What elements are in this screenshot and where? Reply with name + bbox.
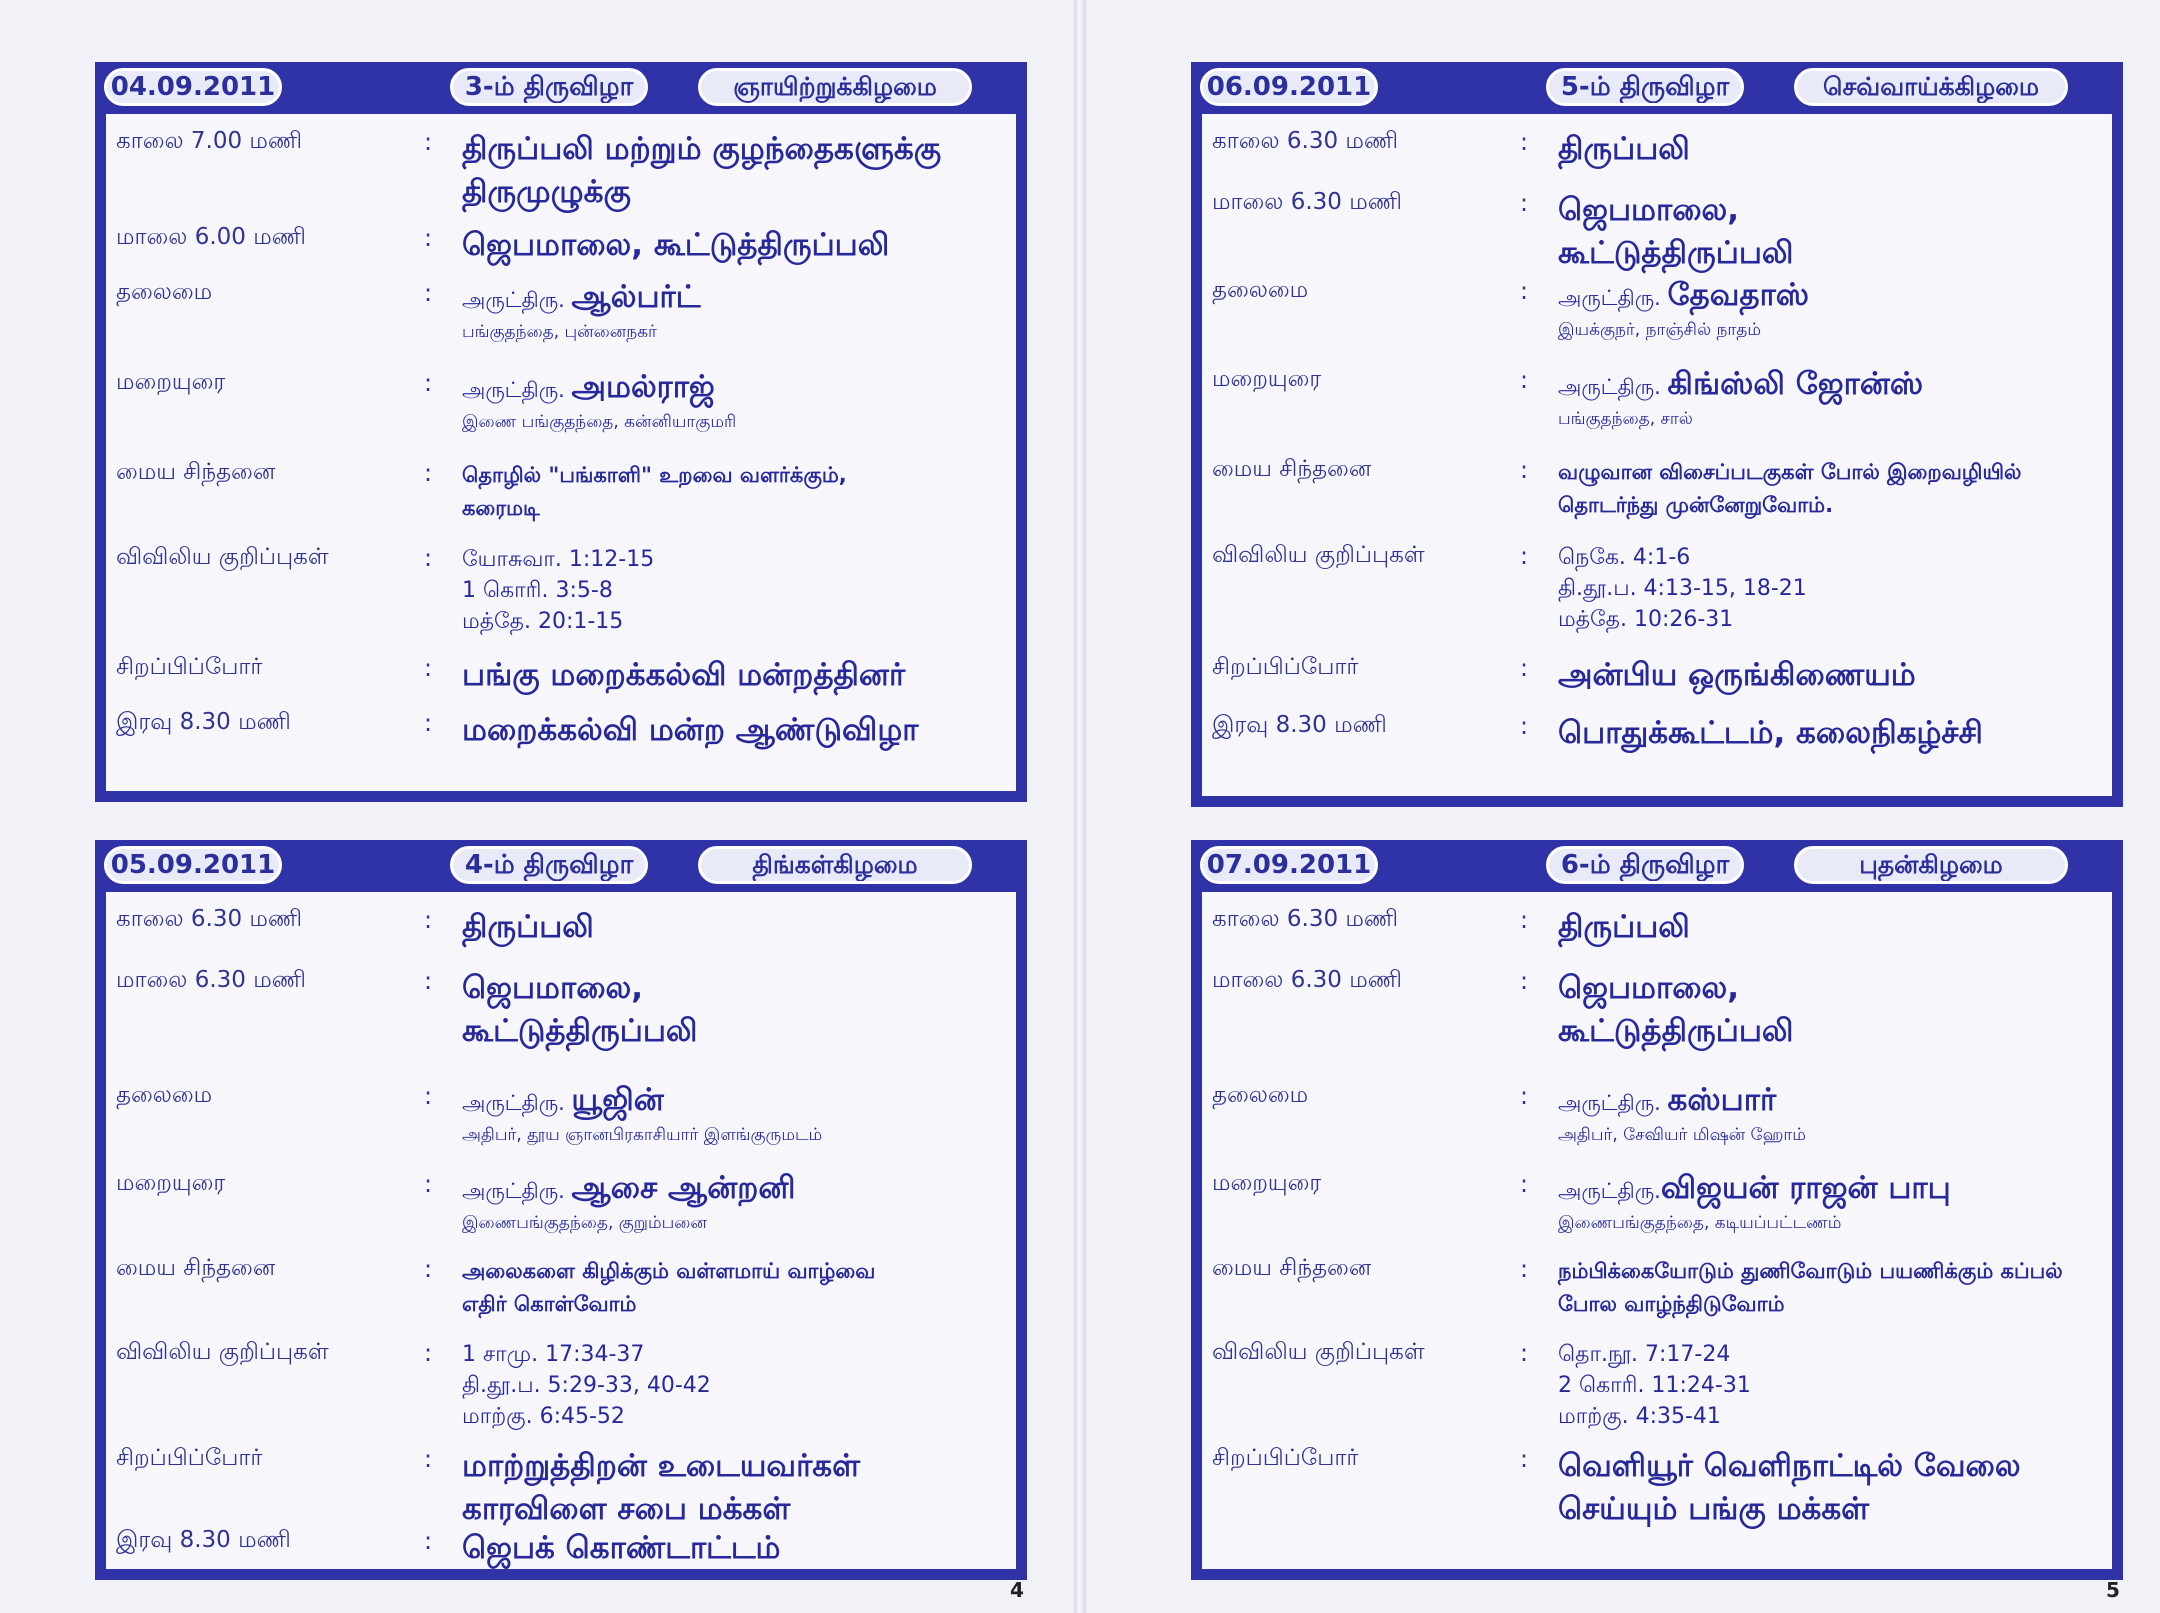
book-gutter [1074, 0, 1086, 1613]
role-label: தலைமை [116, 279, 213, 305]
person-role: அதிபர், தூய ஞானபிரகாசியார் இளங்குருமடம் [462, 1125, 823, 1145]
separator: : [424, 906, 433, 934]
separator: : [1520, 128, 1529, 156]
role-label: மறையுரை [1212, 1170, 1322, 1196]
festival-badge: 6-ம் திருவிழா [1546, 846, 1744, 884]
person-role: பங்குதந்தை, சால் [1558, 409, 1693, 429]
special-text: வெளியூர் வெளிநாட்டில் வேலை செய்யும் பங்கு மக்கள் [1558, 1448, 2021, 1527]
festival-badge: 5-ம் திருவிழா [1546, 68, 1744, 106]
role-label: சிறப்பிப்போர் [1212, 654, 1359, 680]
theme-text: தொழில் "பங்காளி" உறவை வளர்க்கும், கரைமடி [462, 463, 847, 520]
time-label: மாலை 6.00 மணி [116, 224, 306, 250]
role-label: சிறப்பிப்போர் [116, 1445, 263, 1471]
role-label: சிறப்பிப்போர் [116, 654, 263, 680]
role-label: மறையுரை [1212, 366, 1322, 392]
right-page [1086, 0, 2160, 1613]
role-label: மறையுரை [116, 369, 226, 395]
theme-text: வழுவான விசைப்படகுகள் போல் இறைவழியில் தொடர்ந்து முன்னேறுவோம். [1558, 460, 2022, 517]
panel-header [106, 68, 1016, 108]
separator: : [424, 544, 433, 572]
role-label: மைய சிந்தனை [1212, 1255, 1372, 1281]
festival-badge: 4-ம் திருவிழா [450, 846, 648, 884]
person: அருட்திரு. தேவதாஸ் இயக்குநர், நாஞ்சில் நாதம் [1558, 277, 2104, 342]
separator: : [424, 459, 433, 487]
separator: : [424, 1339, 433, 1367]
person-role: இணை பங்குதந்தை, கன்னியாகுமரி [462, 412, 737, 432]
readings-list: நெகே. 4:1-6 தி.தூ.ப. 4:13-15, 18-21 மத்தே. 10:26-31 [1558, 545, 1807, 632]
person-role: இயக்குநர், நாஞ்சில் நாதம் [1558, 320, 1762, 340]
weekday-badge: ஞாயிற்றுக்கிழமை [698, 68, 972, 106]
role-label: விவிலிய குறிப்புகள் [116, 1339, 329, 1365]
separator: : [1520, 189, 1529, 217]
event-text: மறைக்கல்வி மன்ற ஆண்டுவிழா [462, 712, 919, 748]
role-label: விவிலிய குறிப்புகள் [116, 544, 329, 570]
separator: : [424, 1170, 433, 1198]
separator: : [1520, 906, 1529, 934]
person: அருட்திரு. யூஜின் அதிபர், தூய ஞானபிரகாசியார் இளங்குருமடம் [462, 1082, 1008, 1147]
person: அருட்திரு.விஜயன் ராஜன் பாபு இணைபங்குதந்தை, கடியப்பட்டணம் [1558, 1170, 2104, 1235]
event-text: திருப்பலி [1558, 131, 1690, 167]
weekday-badge: திங்கள்கிழமை [698, 846, 972, 884]
time-label: காலை 6.30 மணி [1212, 906, 1399, 932]
event-text: திருப்பலி மற்றும் குழந்தைகளுக்கு திருமுழுக்கு [462, 131, 942, 210]
separator: : [424, 654, 433, 682]
separator: : [1520, 277, 1529, 305]
weekday-badge: புதன்கிழமை [1794, 846, 2068, 884]
event-text: ஜெபமாலை, கூட்டுத்திருப்பலி [1558, 970, 1794, 1049]
separator: : [1520, 542, 1529, 570]
page-number: 5 [2106, 1578, 2120, 1602]
special-text: பங்கு மறைக்கல்வி மன்றத்தினர் [462, 657, 906, 693]
role-label: விவிலிய குறிப்புகள் [1212, 542, 1425, 568]
time-label: மாலை 6.30 மணி [116, 967, 306, 993]
role-label: மைய சிந்தனை [116, 459, 276, 485]
readings-list: யோசுவா. 1:12-15 1 கொரி. 3:5-8 மத்தே. 20:1-15 [462, 547, 655, 634]
separator: : [424, 1255, 433, 1283]
separator: : [1520, 1339, 1529, 1367]
role-label: சிறப்பிப்போர் [1212, 1445, 1359, 1471]
separator: : [1520, 1170, 1529, 1198]
date-badge: 05.09.2011 [104, 846, 282, 884]
time-label: இரவு 8.30 மணி [1212, 712, 1387, 738]
person: அருட்திரு. கஸ்பார் அதிபர், சேவியர் மிஷன் ஹோம் [1558, 1082, 2104, 1147]
role-label: மைய சிந்தனை [116, 1255, 276, 1281]
panel-header [106, 846, 1016, 886]
time-label: இரவு 8.30 மணி [116, 1527, 291, 1553]
separator: : [424, 967, 433, 995]
readings-list: 1 சாமு. 17:34-37 தி.தூ.ப. 5:29-33, 40-42 மாற்கு. 6:45-52 [462, 1342, 711, 1429]
person: அருட்திரு. ஆசை ஆன்றனி இணைபங்குதந்தை, குறும்பனை [462, 1170, 1008, 1235]
role-label: தலைமை [1212, 1082, 1309, 1108]
page-number: 4 [1010, 1578, 1024, 1602]
separator: : [424, 224, 433, 252]
separator: : [424, 1527, 433, 1555]
separator: : [424, 369, 433, 397]
event-text: திருப்பலி [462, 909, 594, 945]
date-badge: 04.09.2011 [104, 68, 282, 106]
special-text: அன்பிய ஒருங்கிணையம் [1558, 657, 1916, 693]
separator: : [1520, 967, 1529, 995]
person-role: இணைபங்குதந்தை, கடியப்பட்டணம் [1558, 1213, 1842, 1233]
separator: : [1520, 366, 1529, 394]
separator: : [424, 1082, 433, 1110]
separator: : [1520, 1255, 1529, 1283]
role-label: மைய சிந்தனை [1212, 456, 1372, 482]
event-text: ஜெபமாலை, கூட்டுத்திருப்பலி [1558, 192, 1794, 271]
schedule-panel-day3 [95, 62, 1027, 802]
person-role: அதிபர், சேவியர் மிஷன் ஹோம் [1558, 1125, 1806, 1145]
time-label: மாலை 6.30 மணி [1212, 967, 1402, 993]
separator: : [1520, 456, 1529, 484]
person-role: பங்குதந்தை, புன்னைநகர் [462, 322, 657, 342]
separator: : [1520, 654, 1529, 682]
schedule-panel-day4 [95, 840, 1027, 1580]
panel-header [1202, 68, 2112, 108]
time-label: இரவு 8.30 மணி [116, 709, 291, 735]
readings-list: தொ.நூ. 7:17-24 2 கொரி. 11:24-31 மாற்கு. 4:35-41 [1558, 1342, 1751, 1429]
left-page [0, 0, 1074, 1613]
event-text: ஜெபமாலை, கூட்டுத்திருப்பலி [462, 970, 698, 1049]
separator: : [424, 709, 433, 737]
event-text: ஜெபமாலை, கூட்டுத்திருப்பலி [462, 227, 890, 263]
date-badge: 06.09.2011 [1200, 68, 1378, 106]
time-label: காலை 7.00 மணி [116, 128, 303, 154]
role-label: விவிலிய குறிப்புகள் [1212, 1339, 1425, 1365]
theme-text: நம்பிக்கையோடும் துணிவோடும் பயணிக்கும் கப்பல் போல வாழ்ந்திடுவோம் [1558, 1259, 2063, 1316]
separator: : [424, 279, 433, 307]
event-text: ஜெபக் கொண்டாட்டம் [462, 1530, 781, 1566]
theme-text: அலைகளை கிழிக்கும் வள்ளமாய் வாழ்வை எதிர் கொள்வோம் [462, 1259, 876, 1316]
special-text: மாற்றுத்திறன் உடையவர்கள் காரவிளை சபை மக்கள் [462, 1448, 861, 1527]
separator: : [424, 1445, 433, 1473]
person: அருட்திரு. அமல்ராஜ் இணை பங்குதந்தை, கன்னியாகுமரி [462, 369, 1008, 434]
schedule-panel-day6 [1191, 840, 2123, 1580]
person: அருட்திரு. கிங்ஸ்லி ஜோன்ஸ் பங்குதந்தை, சால் [1558, 366, 2104, 431]
date-badge: 07.09.2011 [1200, 846, 1378, 884]
separator: : [1520, 1445, 1529, 1473]
time-label: காலை 6.30 மணி [1212, 128, 1399, 154]
role-label: தலைமை [1212, 277, 1309, 303]
festival-badge: 3-ம் திருவிழா [450, 68, 648, 106]
person-role: இணைபங்குதந்தை, குறும்பனை [462, 1213, 707, 1233]
separator: : [1520, 1082, 1529, 1110]
role-label: மறையுரை [116, 1170, 226, 1196]
person: அருட்திரு. ஆல்பர்ட் பங்குதந்தை, புன்னைநகர் [462, 279, 1008, 344]
separator: : [424, 128, 433, 156]
separator: : [1520, 712, 1529, 740]
role-label: தலைமை [116, 1082, 213, 1108]
event-text: திருப்பலி [1558, 909, 1690, 945]
weekday-badge: செவ்வாய்க்கிழமை [1794, 68, 2068, 106]
event-text: பொதுக்கூட்டம், கலைநிகழ்ச்சி [1558, 715, 1983, 751]
time-label: மாலை 6.30 மணி [1212, 189, 1402, 215]
panel-header [1202, 846, 2112, 886]
time-label: காலை 6.30 மணி [116, 906, 303, 932]
schedule-panel-day5 [1191, 62, 2123, 807]
